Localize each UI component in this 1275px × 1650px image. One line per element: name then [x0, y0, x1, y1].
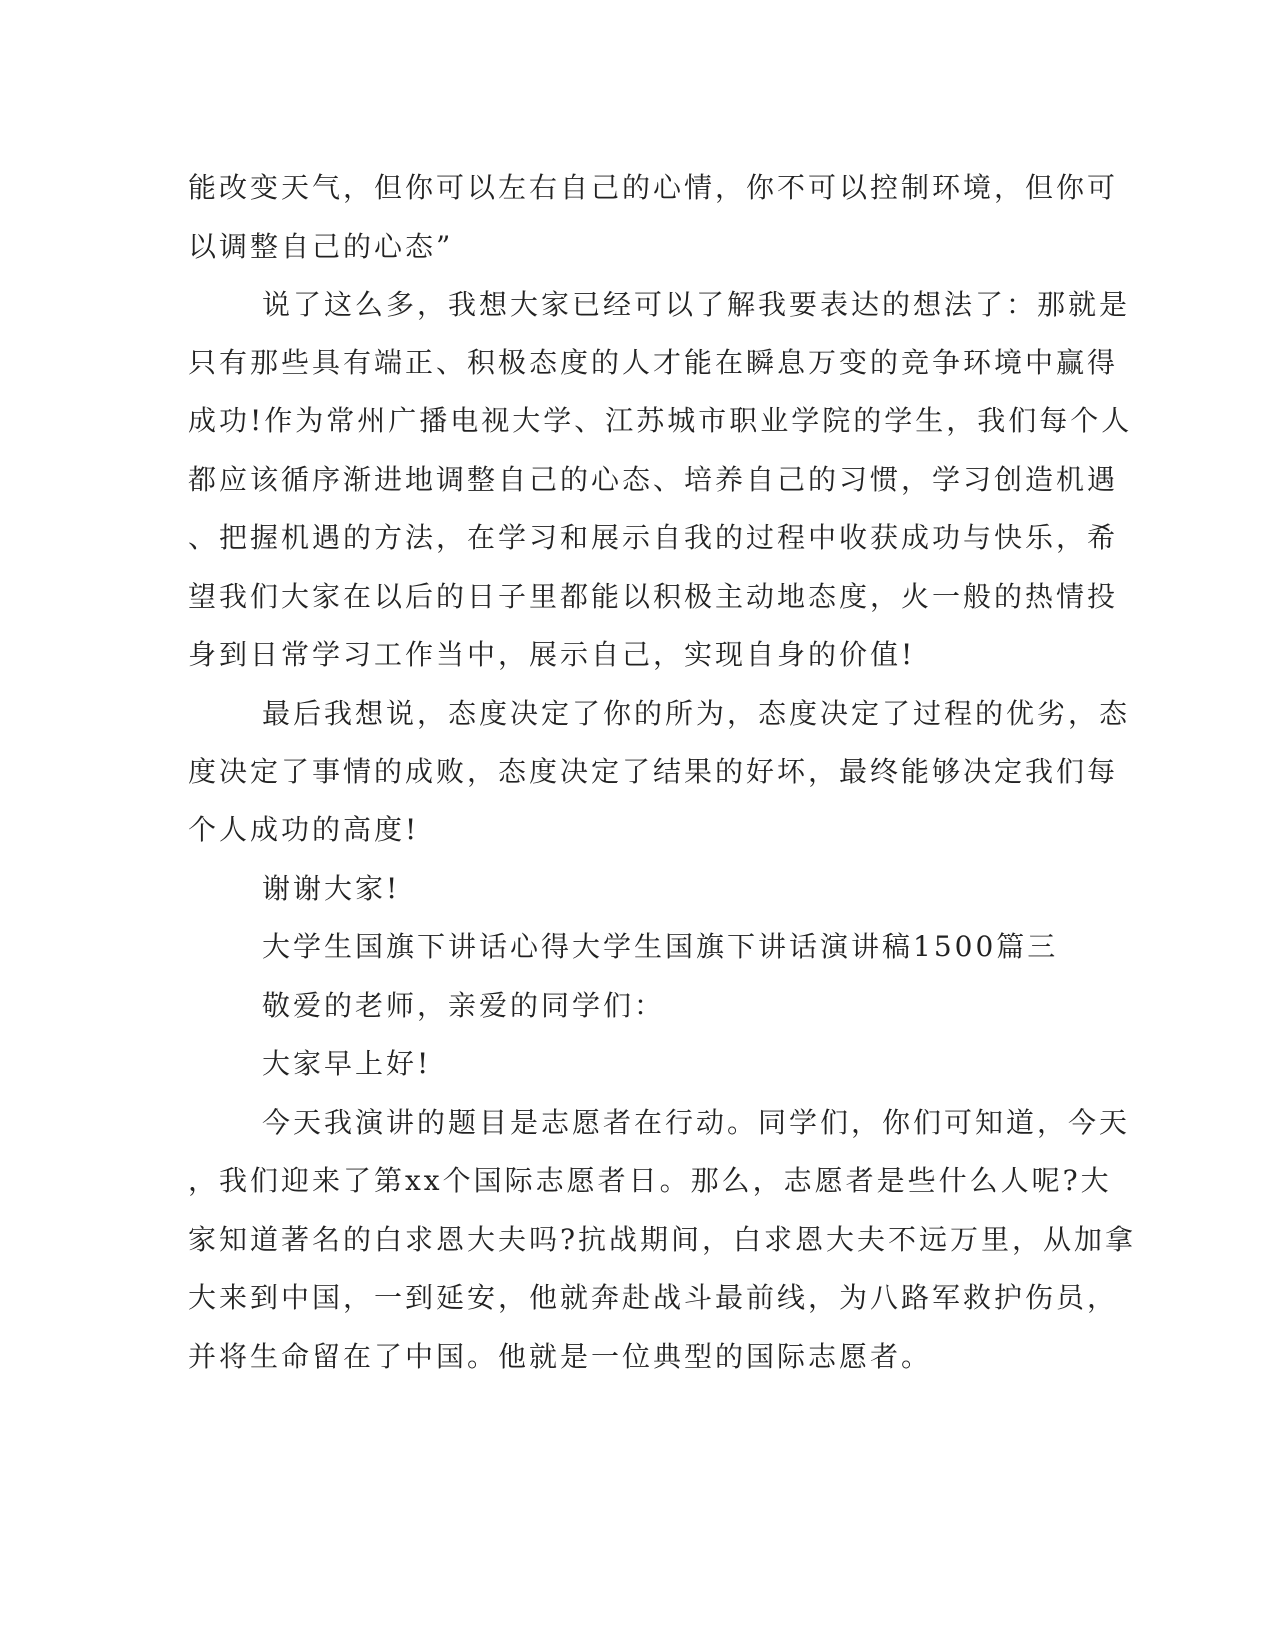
salutation: 敬爱的老师，亲爱的同学们：: [262, 989, 666, 1022]
text-line: 成功!作为常州广播电视大学、江苏城市职业学院的学生，我们每个人: [188, 404, 1133, 437]
text-line: 个人成功的高度!: [188, 813, 420, 846]
text-line: 、把握机遇的方法，在学习和展示自我的过程中收获成功与快乐，希: [188, 521, 1119, 554]
text-line: 望我们大家在以后的日子里都能以积极主动地态度，火一般的热情投: [188, 580, 1119, 613]
text-line: 以调整自己的心态”: [188, 230, 454, 263]
paragraph-first-line: 说了这么多，我想大家已经可以了解我要表达的想法了：那就是: [262, 288, 1131, 321]
text-line: 只有那些具有端正、积极态度的人才能在瞬息万变的竞争环境中赢得: [188, 346, 1119, 379]
text-line: 身到日常学习工作当中，展示自己，实现自身的价值!: [188, 638, 916, 671]
thanks-line: 谢谢大家!: [262, 872, 401, 905]
greeting: 大家早上好!: [262, 1047, 432, 1080]
paragraph-first-line: 今天我演讲的题目是志愿者在行动。同学们，你们可知道，今天: [262, 1106, 1131, 1139]
text-line: 家知道著名的白求恩大夫吗?抗战期间，白求恩大夫不远万里，从加拿: [188, 1223, 1137, 1256]
text-line: 并将生命留在了中国。他就是一位典型的国际志愿者。: [188, 1340, 933, 1373]
text-line: ，我们迎来了第xx个国际志愿者日。那么，志愿者是些什么人呢?大: [188, 1164, 1112, 1197]
text-line: 能改变天气，但你可以左右自己的心情，你不可以控制环境，但你可: [188, 171, 1119, 204]
section-heading: 大学生国旗下讲话心得大学生国旗下讲话演讲稿1500篇三: [262, 930, 1059, 963]
paragraph-first-line: 最后我想说，态度决定了你的所为，态度决定了过程的优劣，态: [262, 697, 1131, 730]
text-line: 大来到中国，一到延安，他就奔赴战斗最前线，为八路军救护伤员，: [188, 1281, 1119, 1314]
text-line: 都应该循序渐进地调整自己的心态、培养自己的习惯，学习创造机遇: [188, 463, 1119, 496]
text-line: 度决定了事情的成败，态度决定了结果的好坏，最终能够决定我们每: [188, 755, 1119, 788]
